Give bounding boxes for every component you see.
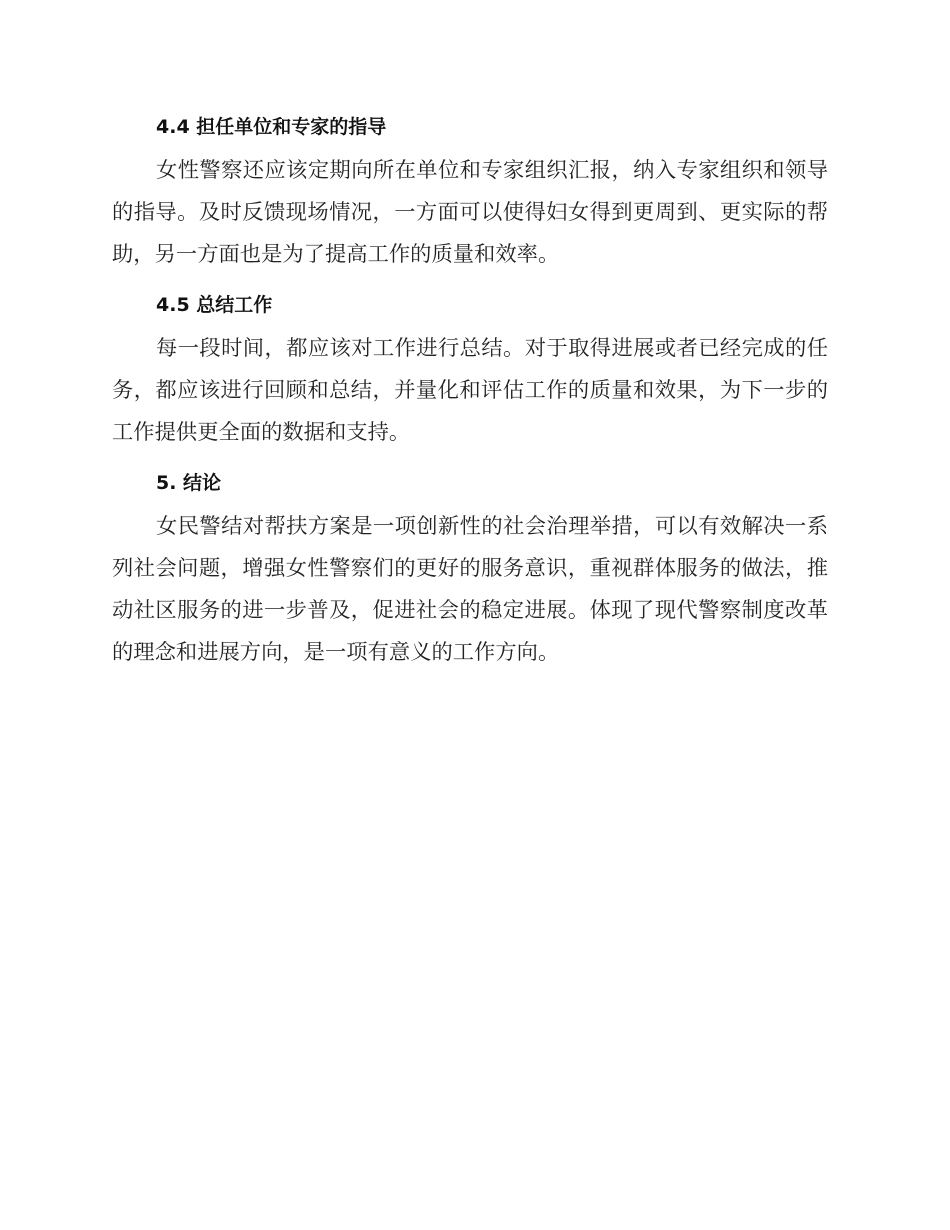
section-paragraph: 女性警察还应该定期向所在单位和专家组织汇报，纳入专家组织和领导的指导。及时反馈现场情况，一方面可以使得妇女得到更周到、更实际的帮助，另一方面也是为了提高工作的质量和效率。 xyxy=(112,158,828,267)
section-paragraph: 女民警结对帮扶方案是一项创新性的社会治理举措，可以有效解决一系列社会问题，增强女性警察们的更好的服务意识，重视群体服务的做法，推动社区服务的进一步普及，促进社会的稳定进展。体现了现代警察制度改革的理念和进展方向，是一项有意义的工作方向。 xyxy=(112,514,828,665)
section-4-4 xyxy=(112,110,828,276)
section-5-conclusion xyxy=(112,466,828,674)
section-4-5 xyxy=(112,288,828,454)
section-heading: 5. 结论 xyxy=(156,472,222,494)
document-body xyxy=(112,110,828,686)
section-heading: 4.5 总结工作 xyxy=(156,294,273,316)
section-paragraph: 每一段时间，都应该对工作进行总结。对于取得进展或者已经完成的任务，都应该进行回顾和总结，并量化和评估工作的质量和效果，为下一步的工作提供更全面的数据和支持。 xyxy=(112,336,828,445)
section-heading: 4.4 担任单位和专家的指导 xyxy=(156,116,387,138)
